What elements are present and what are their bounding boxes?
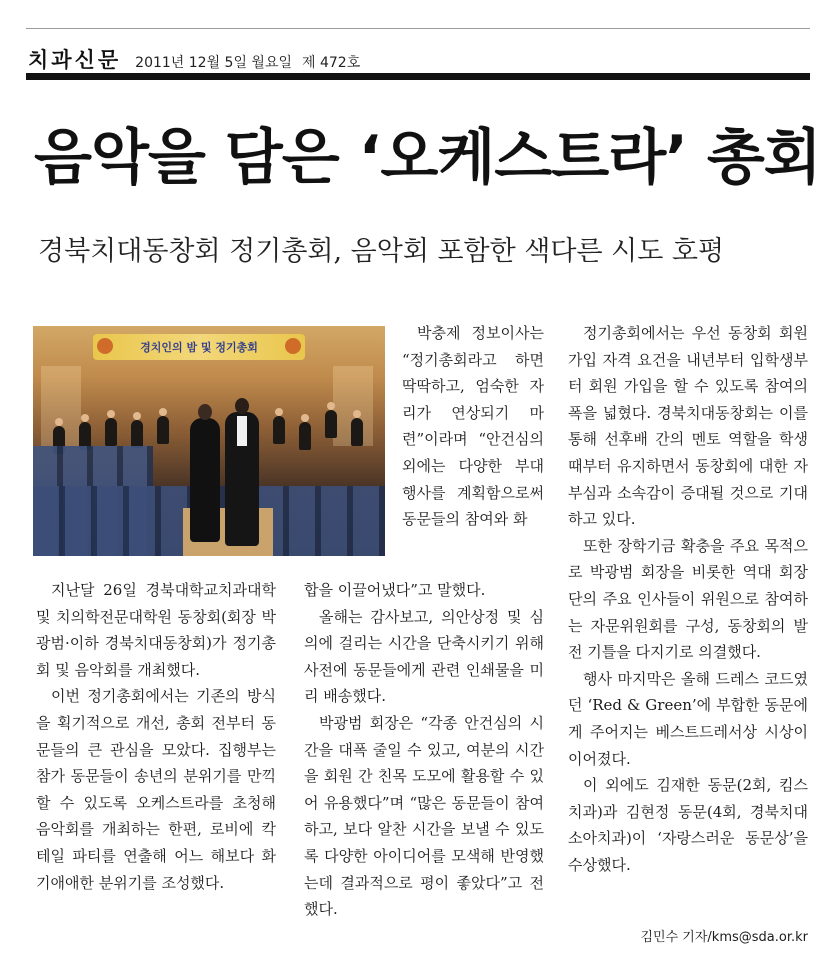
- paragraph: 이 외에도 김재한 동문(2회, 킴스치과)과 김현정 동문(4회, 경북치대 소아치과)이 ‘자랑스러운 동문상’을 수상했다.: [568, 776, 808, 874]
- orchestra-member: [105, 418, 117, 446]
- newspaper-name: 치과신문: [28, 48, 122, 72]
- paragraph: 박충제 정보이사는 “정기총회라고 하면 딱딱하고, 엄숙한 자리가 연상되기 마련”이라며 “안건심의 외에는 다양한 부대 행사를 계획함으로써 동문들의 참여와 화: [402, 324, 544, 529]
- article-column-3: [568, 320, 808, 878]
- top-rule: [26, 28, 810, 29]
- paragraph: 행사 마지막은 올해 드레스 코드였던 ‘Red & Green’에 부합한 동문에게 주어지는 베스트드레서상 시상이 이어졌다.: [568, 669, 808, 768]
- orchestra-member: [351, 418, 363, 446]
- masthead-rule: [26, 73, 810, 80]
- article-column-1: [36, 577, 276, 896]
- headline: 음악을 담은 ‘오케스트라’ 총회: [34, 123, 821, 193]
- paragraph: 박광범 회장은 “각종 안건심의 시간을 대폭 줄일 수 있고, 여분의 시간을 회원 간 친목 도모에 활용할 수 있어 유용했다”며 “많은 동문들이 참여하고, 보다 알찬 시간을 보낼 수 있도록 다양한 아이디어를 모색해 반영했는데 결과적으로 평이 좋았다”고 전했다.: [304, 713, 544, 919]
- singer-male: [225, 412, 259, 546]
- article-column-2-top: [402, 320, 544, 533]
- singer-female: [190, 418, 220, 542]
- article-column-2: [304, 577, 544, 923]
- photo-banner: 경치인의 밤 및 정기총회: [93, 334, 305, 360]
- orchestra-member: [273, 416, 285, 444]
- masthead: [28, 44, 361, 72]
- orchestra-member: [299, 422, 311, 450]
- paragraph: 올해는 감사보고, 의안상정 및 심의에 걸리는 시간을 단축시키기 위해 사전에 동문들에게 관련 인쇄물을 미리 배송했다.: [304, 607, 544, 706]
- article-photo: [33, 326, 385, 556]
- paragraph: 지난달 26일 경북대학교치과대학 및 치의학전문대학원 동창회(회장 박광범·이하 경북치대동창회)가 정기총회 및 음악회를 개최했다.: [36, 581, 276, 679]
- orchestra-member: [157, 416, 169, 444]
- orchestra-member: [131, 420, 143, 448]
- subheadline: 경북치대동창회 정기총회, 음악회 포함한 색다른 시도 호평: [38, 236, 725, 267]
- issue-number: 제 472호: [302, 55, 361, 71]
- paragraph: 또한 장학기금 확충을 주요 목적으로 박광범 회장을 비롯한 역대 회장단의 주요 인사들이 위원으로 참여하는 자문위원회를 구성, 동창회의 발전 기틀을 다지기로 의결했다.: [568, 536, 808, 662]
- paragraph: 정기총회에서는 우선 동창회 회원 가입 자격 요건을 내년부터 입학생부터 회원 가입을 할 수 있도록 참여의 폭을 넓혔다. 경북치대동창회는 이를 통해 선후배 간의 멘토 역할을 학생 때부터 유지하면서 동창회에 대한 자부심과 소속감이 증대될 것으로 기대하고 있다.: [568, 324, 808, 529]
- issue-date: 2011년 12월 5일 월요일: [135, 55, 293, 71]
- paragraph: 이번 정기총회에서는 기존의 방식을 획기적으로 개선, 총회 전부터 동문들의 큰 관심을 모았다. 집행부는 참가 동문들이 송년의 분위기를 만끽할 수 있도록 오케스트라를 초청해 음악회를 개최하는 한편, 로비에 칵테일 파티를 연출해 어느 해보다 화기애애한 분위기를 조성했다.: [36, 687, 276, 892]
- orchestra-member: [325, 410, 337, 438]
- paragraph: 합을 이끌어냈다”고 말했다.: [304, 581, 486, 599]
- byline: 김민수 기자/kms@sda.or.kr: [640, 930, 808, 945]
